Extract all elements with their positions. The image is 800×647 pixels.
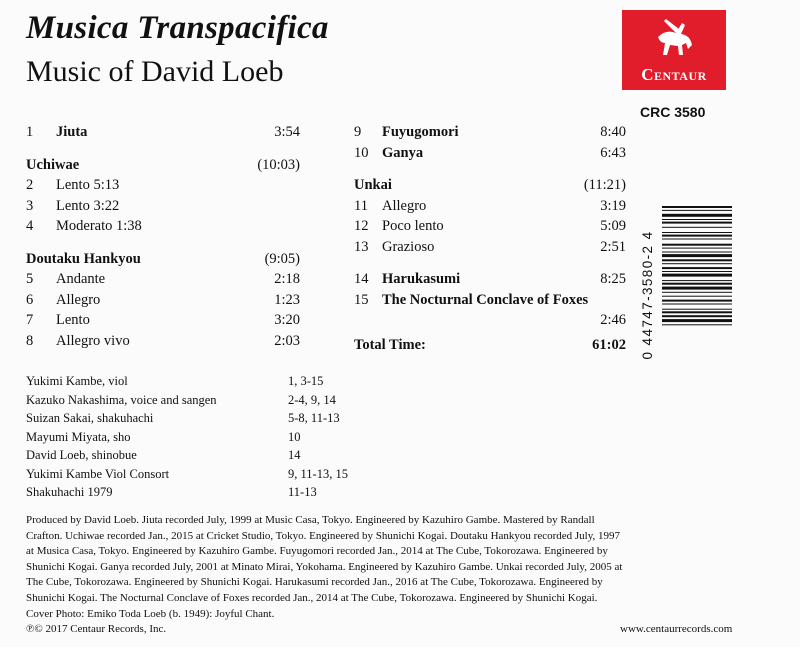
performer-row <box>26 483 346 502</box>
work-title: Uchiwae <box>26 156 80 173</box>
track-row <box>354 237 626 258</box>
performer-row <box>26 372 346 391</box>
performer-tracks: 11-13 <box>288 485 317 499</box>
track-time: 6:43 <box>600 144 626 161</box>
barcode-bar <box>662 235 732 237</box>
track-title: The Nocturnal Conclave of Foxes <box>382 291 589 308</box>
track-time: 5:09 <box>600 218 626 234</box>
track-row <box>26 175 300 196</box>
track-row <box>354 196 626 217</box>
performer-row <box>26 465 346 484</box>
track-time: 8:25 <box>600 271 626 287</box>
barcode-bar <box>662 244 732 246</box>
track-row <box>26 122 300 143</box>
work-time: (10:03) <box>257 156 300 173</box>
centaur-logo <box>622 10 726 90</box>
track-row <box>26 290 300 311</box>
track-time: 2:51 <box>600 238 626 255</box>
track-time: 3:19 <box>600 197 626 214</box>
barcode-bar <box>662 271 732 272</box>
total-time-row <box>354 335 626 356</box>
track-title: Andante <box>56 271 106 287</box>
barcode-bar <box>662 227 732 228</box>
performer-row <box>26 391 346 410</box>
track-number: 14 <box>354 271 369 287</box>
website-url: www.centaurrecords.com <box>620 623 733 635</box>
track-row <box>354 269 626 290</box>
track-number: 5 <box>26 271 34 287</box>
track-number: 11 <box>354 197 368 214</box>
track-number: 7 <box>26 312 34 328</box>
album-subtitle: Music of David Loeb <box>26 55 284 88</box>
barcode-bar <box>662 222 732 224</box>
barcode-bar <box>662 324 732 325</box>
track-title: Ganya <box>382 144 424 161</box>
track-title: Harukasumi <box>382 271 461 287</box>
barcode-bar <box>662 210 732 211</box>
barcode-bar <box>662 296 732 297</box>
track-number: 6 <box>26 291 34 308</box>
barcode-bar <box>662 219 732 220</box>
barcode-bar <box>662 300 732 302</box>
performer-tracks: 14 <box>288 448 301 462</box>
performer-tracks: 9, 11-13, 15 <box>288 466 348 481</box>
centaur-figure-icon <box>652 15 698 61</box>
track-number: 13 <box>354 238 369 255</box>
track-title: Moderato 1:38 <box>56 218 142 234</box>
copyright: ℗© 2017 Centaur Records, Inc. <box>26 623 167 635</box>
credits-line: Shunichi Kogai. Ganya recorded July, 2001 at Minato Mirai, Yokohama. Engineered by Kazuhiro Gambe. Unkai recorded July, 2005 at <box>26 560 623 573</box>
track-row <box>354 122 626 143</box>
work-time: (11:21) <box>583 177 626 193</box>
track-row <box>354 216 626 237</box>
track-time-row <box>354 310 626 331</box>
total-time-label: Total Time: <box>354 336 426 353</box>
track-title: Poco lento <box>382 218 444 234</box>
barcode-bar <box>662 259 732 261</box>
barcode-bar <box>662 315 732 317</box>
performer-row <box>26 409 346 428</box>
performers-list <box>26 372 346 502</box>
barcode-bar <box>662 239 732 240</box>
work-time: (9:05) <box>264 250 300 267</box>
credits-line: Cover Photo: Emiko Toda Loeb (b. 1949): Joyful Chant. <box>26 607 275 620</box>
track-title: Lento 5:13 <box>56 177 120 193</box>
track-number: 9 <box>354 124 362 140</box>
track-number: 4 <box>26 218 34 234</box>
performer-row <box>26 428 346 447</box>
track-number: 12 <box>354 218 369 234</box>
work-heading <box>26 155 300 176</box>
barcode-bar <box>662 304 732 305</box>
track-title: Fuyugomori <box>382 124 459 140</box>
performer-tracks: 1, 3-15 <box>288 374 324 388</box>
barcode-bar <box>662 274 732 277</box>
album-title: Musica Transpacifica <box>26 10 329 46</box>
barcode-bar <box>662 232 732 233</box>
barcode-bar <box>662 287 732 290</box>
track-time: 3:54 <box>274 124 300 140</box>
track-number: 8 <box>26 332 34 349</box>
track-number: 15 <box>354 291 369 308</box>
tracklist-left <box>26 122 300 351</box>
track-time: 1:23 <box>274 291 300 308</box>
track-time: 2:46 <box>600 312 626 328</box>
track-title: Grazioso <box>382 238 435 255</box>
logo-label: Centaur <box>641 65 707 84</box>
track-number: 3 <box>26 197 34 214</box>
track-row <box>26 196 300 217</box>
work-title: Unkai <box>354 177 392 193</box>
track-number: 10 <box>354 144 369 161</box>
performer-row <box>26 446 346 465</box>
barcode-bar <box>662 280 732 281</box>
track-row <box>26 216 300 237</box>
performer-name: Suizan Sakai, shakuhachi <box>26 411 154 425</box>
performer-tracks: 2-4, 9, 14 <box>288 392 336 407</box>
barcode-bar <box>662 292 732 293</box>
barcode-bar <box>662 206 732 208</box>
credits-text <box>26 513 756 622</box>
barcode-bar <box>662 248 732 249</box>
credits-line: Produced by David Loeb. Jiuta recorded July, 1999 at Music Casa, Tokyo. Engineered by Kazuhiro Gambe. Mastered by Randall <box>26 514 595 526</box>
track-row <box>354 290 626 311</box>
tracklist-right <box>354 122 626 355</box>
track-row <box>354 143 626 164</box>
barcode-bar <box>662 263 732 264</box>
track-number: 2 <box>26 177 34 193</box>
credits-line: Shunichi Kogai. The Nocturnal Conclave of Foxes recorded Jan., 2014 at The Cube, Tokorozawa. Engineered by Shunichi Kogai. <box>26 591 598 604</box>
track-number: 1 <box>26 124 34 140</box>
track-row <box>26 331 300 352</box>
performer-name: Yukimi Kambe Viol Consort <box>26 466 170 481</box>
work-heading <box>354 175 626 196</box>
work-title: Doutaku Hankyou <box>26 250 141 267</box>
track-title: Lento 3:22 <box>56 197 120 214</box>
barcode <box>636 200 736 390</box>
barcode-bar <box>662 311 732 313</box>
track-time: 2:03 <box>274 332 300 349</box>
track-title: Allegro <box>382 197 427 214</box>
barcode-bar <box>662 254 732 257</box>
track-title: Allegro vivo <box>56 332 130 349</box>
track-time: 8:40 <box>600 124 626 140</box>
barcode-bar <box>662 283 732 285</box>
track-row <box>26 269 300 290</box>
track-title: Jiuta <box>56 124 88 140</box>
barcode-bar <box>662 309 732 310</box>
track-title: Allegro <box>56 291 101 308</box>
performer-tracks: 5-8, 11-13 <box>288 411 340 425</box>
work-heading <box>26 249 300 270</box>
credits-line: The Cube, Tokorozawa. Engineered by Shunichi Kogai. Harukasumi recorded Jan., 2016 at The Cube, Tokorozawa. Engineered by <box>26 576 603 589</box>
track-title: Lento <box>56 312 90 328</box>
performer-name: Shakuhachi 1979 <box>26 485 113 499</box>
performer-name: Kazuko Nakashima, voice and sangen <box>26 392 217 407</box>
credits-line: at Musica Casa, Tokyo. Engineered by Kazuhiro Gambe. Fuyugomori recorded Jan., 2014 at The Cube, Tokorozawa. Engineered by <box>26 545 608 558</box>
barcode-bar <box>662 319 732 322</box>
track-time: 2:18 <box>274 271 300 287</box>
performer-tracks: 10 <box>288 429 301 444</box>
barcode-bar <box>662 214 732 217</box>
performer-name: Yukimi Kambe, viol <box>26 374 128 388</box>
credits-line: Crafton. Uchiwae recorded Jan., 2015 at Cricket Studio, Tokyo. Engineered by Shunichi Kogai. Doutaku Hankyou recorded July, 1997 <box>26 529 621 542</box>
performer-name: David Loeb, shinobue <box>26 448 137 462</box>
barcode-bar <box>662 267 732 269</box>
barcode-digits: 0 44747-3580-2 4 <box>640 230 655 360</box>
track-row <box>26 310 300 331</box>
performer-name: Mayumi Miyata, sho <box>26 429 131 444</box>
catalog-number: CRC 3580 <box>640 104 706 120</box>
track-time: 3:20 <box>274 312 300 328</box>
barcode-bar <box>662 252 732 253</box>
total-time-value: 61:02 <box>592 336 626 353</box>
